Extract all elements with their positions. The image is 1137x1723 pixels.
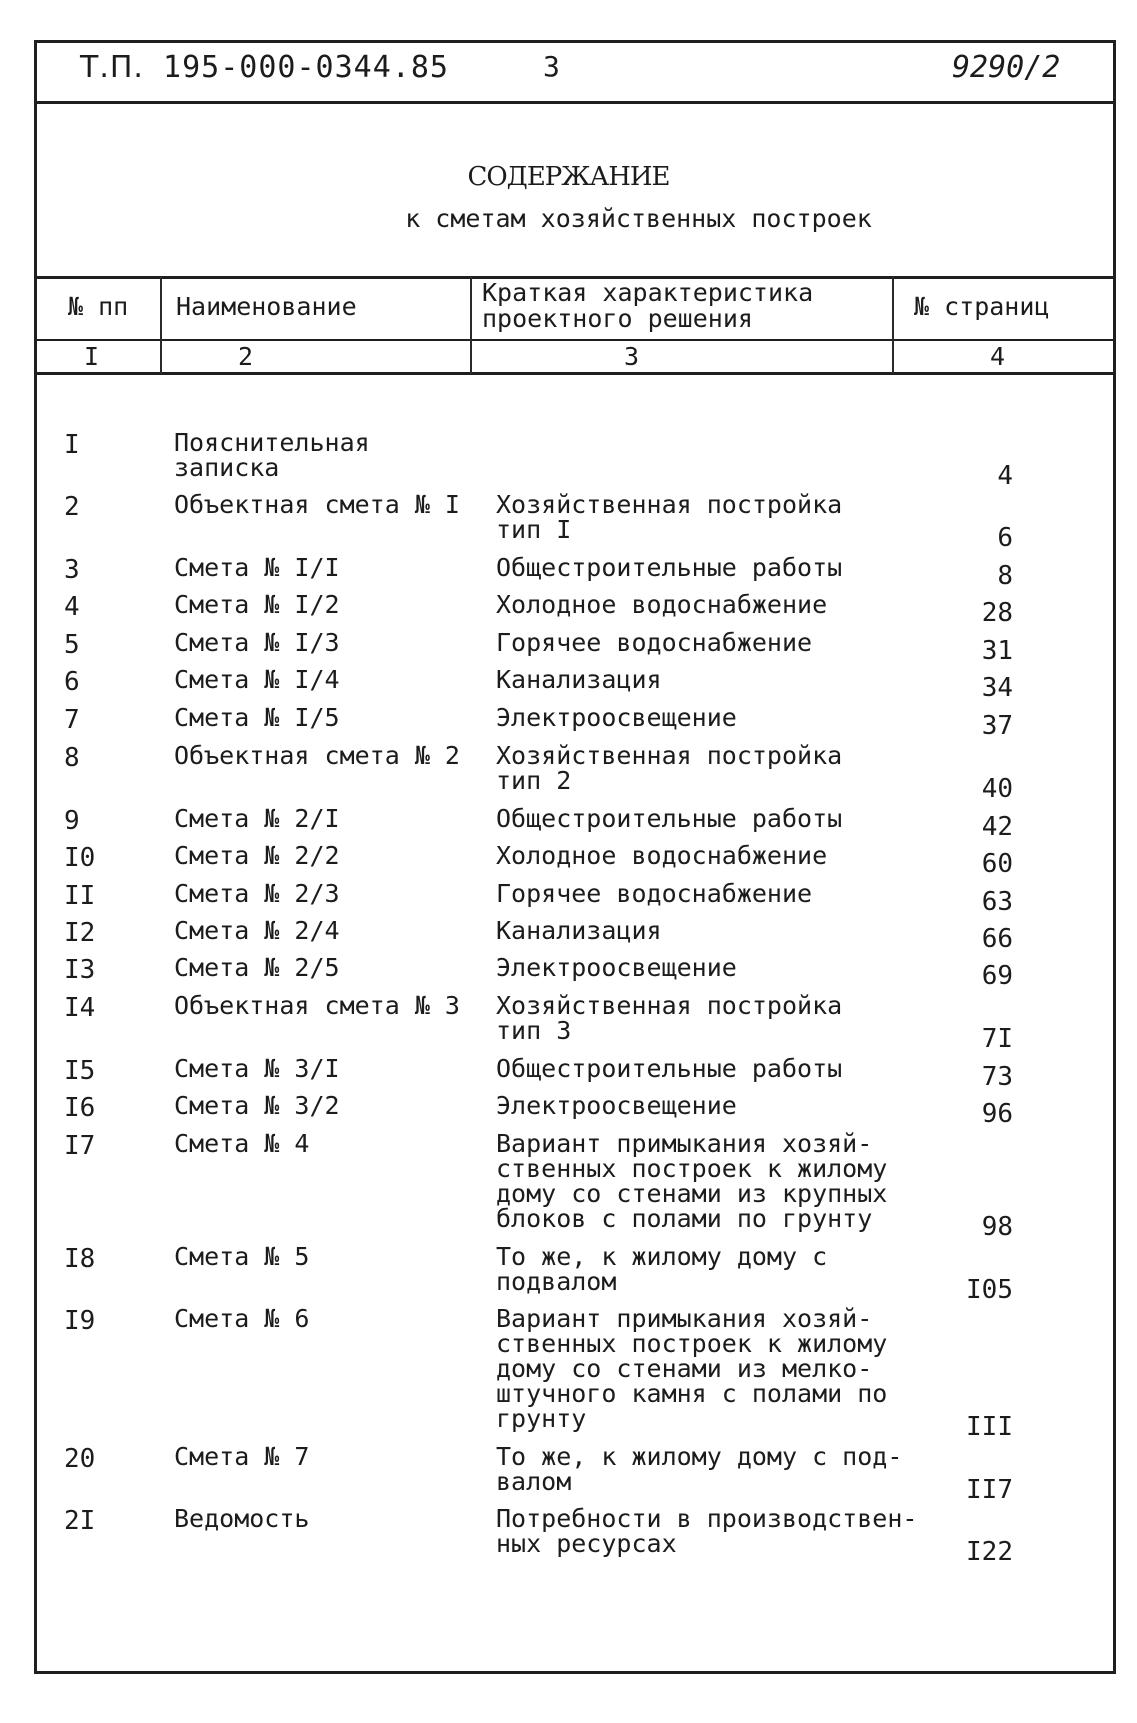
row-description-line: Горячее водоснабжение <box>496 628 813 657</box>
row-description-line: дому со стенами из крупных <box>496 1179 888 1208</box>
row-name <box>174 1244 474 1269</box>
row-page-number: III <box>966 1412 1013 1442</box>
col-divider <box>892 276 894 374</box>
row-description-line: Электроосвещение <box>496 1091 737 1120</box>
row-number: 4 <box>64 592 80 622</box>
row-description-line: Общестроительные работы <box>496 804 843 833</box>
row-name <box>174 955 474 980</box>
row-description <box>496 1444 936 1494</box>
row-description <box>496 1093 936 1118</box>
row-number: I5 <box>64 1056 96 1086</box>
col-header-desc: Краткая характеристика проектного решения <box>482 278 814 333</box>
row-page-number: 73 <box>981 1062 1013 1092</box>
row-description-line: тип I <box>496 515 572 544</box>
row-number: 7 <box>64 705 80 735</box>
row-page-number: 34 <box>981 673 1013 703</box>
row-name-line: записка <box>174 453 280 482</box>
col-header-pages: № страниц <box>914 292 1050 321</box>
row-description-line: ных ресурсах <box>496 1529 677 1558</box>
row-description <box>496 918 936 943</box>
row-description-line: Электроосвещение <box>496 953 737 982</box>
row-description <box>496 1056 936 1081</box>
row-number: I3 <box>64 955 96 985</box>
row-name-line: Пояснительная <box>174 428 370 457</box>
row-description-line: Вариант примыкания хозяй- <box>496 1129 873 1158</box>
row-number: 9 <box>64 806 80 836</box>
row-name-line: Смета № I/3 <box>174 628 340 657</box>
row-number: I <box>64 430 80 460</box>
row-number: 5 <box>64 630 80 660</box>
col-header-num: № пп <box>68 292 129 321</box>
row-name <box>174 667 474 692</box>
row-page-number: 69 <box>981 961 1013 991</box>
row-name-line: Смета № 2/5 <box>174 953 340 982</box>
row-name <box>174 555 474 580</box>
row-description <box>496 843 936 868</box>
row-number: 20 <box>64 1444 96 1474</box>
row-name <box>174 592 474 617</box>
row-description-line: Хозяйственная постройка <box>496 991 843 1020</box>
row-description <box>496 667 936 692</box>
row-description-line: ственных построек к жилому <box>496 1154 888 1183</box>
row-description <box>496 555 936 580</box>
row-description-line: грунту <box>496 1404 587 1433</box>
row-name-line: Смета № 3/I <box>174 1054 340 1083</box>
row-description <box>496 1244 936 1294</box>
row-name-line: Объектная смета № I <box>174 490 460 519</box>
row-page-number: 66 <box>981 924 1013 954</box>
row-description-line: дому со стенами из мелко- <box>496 1354 873 1383</box>
col-header-name: Наименование <box>176 292 357 321</box>
row-number: I6 <box>64 1093 96 1123</box>
row-name-line: Смета № I/4 <box>174 665 340 694</box>
row-name-line: Смета № 7 <box>174 1442 310 1471</box>
row-description-line: То же, к жилому дому с под- <box>496 1442 903 1471</box>
row-name-line: Смета № I/2 <box>174 590 340 619</box>
row-name <box>174 918 474 943</box>
row-number: I4 <box>64 993 96 1023</box>
row-name-line: Смета № I/I <box>174 553 340 582</box>
col-number-4: 4 <box>990 342 1006 371</box>
row-description-line: тип 2 <box>496 766 572 795</box>
row-page-number: 8 <box>997 561 1013 591</box>
row-name <box>174 1131 474 1156</box>
row-page-number: 96 <box>981 1099 1013 1129</box>
col-number-3: 3 <box>624 342 640 371</box>
row-name-line: Смета № 2/I <box>174 804 340 833</box>
row-page-number: 7I <box>981 1024 1013 1054</box>
row-name <box>174 806 474 831</box>
row-description <box>496 592 936 617</box>
row-description-line: Канализация <box>496 665 662 694</box>
row-page-number: 63 <box>981 887 1013 917</box>
row-name <box>174 492 474 517</box>
row-description <box>496 705 936 730</box>
code-value: 195-000-0344.85 <box>163 50 449 85</box>
row-name-line: Смета № 2/4 <box>174 916 340 945</box>
row-description-line: Холодное водоснабжение <box>496 590 828 619</box>
row-page-number: 42 <box>981 812 1013 842</box>
row-description-line: Потребности в производствен- <box>496 1504 918 1533</box>
document-code <box>80 50 449 85</box>
row-description-line: ственных построек к жилому <box>496 1329 888 1358</box>
row-name <box>174 1093 474 1118</box>
row-name-line: Смета № 2/3 <box>174 879 340 908</box>
row-description-line: штучного камня с полами по <box>496 1379 888 1408</box>
row-name-line: Объектная смета № 3 <box>174 991 460 1020</box>
row-number: I9 <box>64 1306 96 1336</box>
row-name <box>174 430 474 480</box>
row-number: 2I <box>64 1506 96 1536</box>
row-number: II <box>64 881 96 911</box>
row-name <box>174 993 474 1018</box>
table-header <box>34 276 1116 376</box>
row-name <box>174 881 474 906</box>
row-name <box>174 1306 474 1331</box>
row-page-number: 98 <box>981 1212 1013 1242</box>
row-number: 6 <box>64 667 80 697</box>
row-name-line: Объектная смета № 2 <box>174 741 460 770</box>
row-page-number: I22 <box>966 1537 1013 1567</box>
row-description <box>496 1506 936 1556</box>
row-description <box>496 881 936 906</box>
row-description-line: подвалом <box>496 1267 617 1296</box>
row-description <box>496 630 936 655</box>
row-description <box>496 743 936 793</box>
row-number: I8 <box>64 1244 96 1274</box>
header-divider <box>34 101 1116 104</box>
row-name <box>174 743 474 768</box>
row-page-number: 4 <box>997 461 1013 491</box>
row-description-line: Вариант примыкания хозяй- <box>496 1304 873 1333</box>
row-description-line: Канализация <box>496 916 662 945</box>
code-prefix: Т.П. <box>80 50 144 85</box>
row-description-line: Общестроительные работы <box>496 1054 843 1083</box>
row-name-line: Смета № 6 <box>174 1304 310 1333</box>
row-page-number: 60 <box>981 849 1013 879</box>
row-page-number: 31 <box>981 636 1013 666</box>
row-description <box>496 1131 936 1231</box>
row-number: I2 <box>64 918 96 948</box>
col-divider <box>160 276 162 374</box>
row-name-line: Смета № 5 <box>174 1242 310 1271</box>
row-description-line: Горячее водоснабжение <box>496 879 813 908</box>
row-description <box>496 955 936 980</box>
row-description-line: То же, к жилому дому с <box>496 1242 828 1271</box>
row-page-number: I05 <box>966 1275 1013 1305</box>
row-page-number: 40 <box>981 774 1013 804</box>
archive-number: 9290/2 <box>952 50 1061 85</box>
row-description <box>496 1306 936 1431</box>
row-name <box>174 1506 474 1531</box>
row-description <box>496 806 936 831</box>
row-name <box>174 630 474 655</box>
row-description-line: Электроосвещение <box>496 703 737 732</box>
col-number-1: I <box>84 342 100 371</box>
row-name-line: Смета № 4 <box>174 1129 310 1158</box>
row-name-line: Смета № 2/2 <box>174 841 340 870</box>
row-number: 3 <box>64 555 80 585</box>
page-title: СОДЕРЖАНИЕ <box>467 162 670 192</box>
row-description-line: Хозяйственная постройка <box>496 490 843 519</box>
row-description <box>496 993 936 1043</box>
row-description-line: Холодное водоснабжение <box>496 841 828 870</box>
row-page-number: 37 <box>981 711 1013 741</box>
row-name <box>174 1056 474 1081</box>
col-divider <box>470 276 472 374</box>
row-page-number: 28 <box>981 598 1013 628</box>
row-number: 2 <box>64 492 80 522</box>
header-mid-rule <box>34 339 1116 341</box>
row-description-line: Общестроительные работы <box>496 553 843 582</box>
row-number: I7 <box>64 1131 96 1161</box>
row-number: 8 <box>64 743 80 773</box>
row-page-number: II7 <box>966 1475 1013 1505</box>
row-name <box>174 1444 474 1469</box>
row-number: I0 <box>64 843 96 873</box>
header-bottom-rule <box>34 372 1116 375</box>
page-subtitle: к сметам хозяйственных построек <box>405 204 872 233</box>
sheet-number: 3 <box>543 50 560 83</box>
row-description <box>496 492 936 542</box>
row-name <box>174 843 474 868</box>
row-name <box>174 705 474 730</box>
row-description-line: валом <box>496 1467 572 1496</box>
col-number-2: 2 <box>238 342 254 371</box>
row-description-line: тип 3 <box>496 1016 572 1045</box>
row-name-line: Смета № 3/2 <box>174 1091 340 1120</box>
row-name-line: Смета № I/5 <box>174 703 340 732</box>
row-page-number: 6 <box>997 523 1013 553</box>
row-name-line: Ведомость <box>174 1504 310 1533</box>
row-description-line: Хозяйственная постройка <box>496 741 843 770</box>
row-description-line: блоков с полами по грунту <box>496 1204 873 1233</box>
